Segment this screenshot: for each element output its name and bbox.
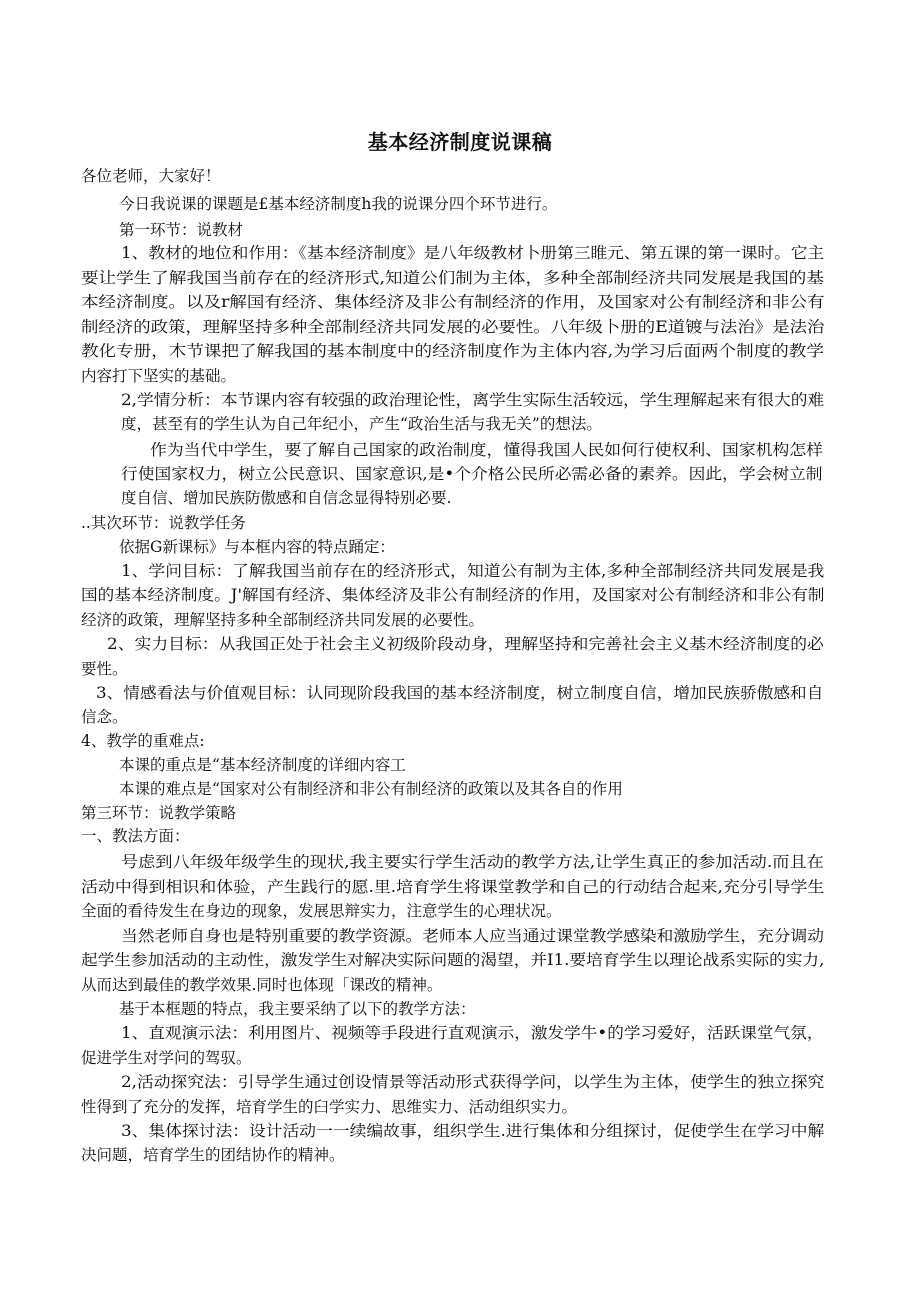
text-line: 制经济的政策，理解坚持多种全部制经济共同发展的必要性。八年级卜册的E道镀与法治》是法治 xyxy=(81,318,825,336)
text-line: 作为当代中学生，要了解自己国家的政治制度，懂得我国人民如何行使权利、国家机构怎样 xyxy=(150,441,824,459)
text-line: 决问题，培育学生的团结协作的精神。 xyxy=(81,1146,345,1164)
text-line: 国的基本经济制度。J'解国有经济、集体经济及非公有制经济的作用，及国家对公有制经济和非公有制 xyxy=(81,586,825,604)
text-line: 起学生参加活动的主动性，激发学生对解决实际问题的渴望，并I1.要培育学生以理论战系实际的实力, xyxy=(81,951,825,969)
text-line: 信念。 xyxy=(81,708,128,726)
text-line: ..其次环节：说教学任务 xyxy=(81,514,246,532)
document-title: 基本经济制度说课稿 xyxy=(367,130,553,154)
text-line: 行使国家权力，树立公民意识、国家意识,是•个介格公民所必需必备的素养。因此，学会树立制 xyxy=(121,465,823,483)
text-line: 本课的重点是“基本经济制度的详细内容工 xyxy=(119,756,406,774)
text-line: 要性。 xyxy=(81,660,128,678)
text-line: 第三环节：说教学策略 xyxy=(81,804,237,822)
text-line: 本经济制度。以及r解国有经济、集体经济及非公有制经济的作用，及国家对公有制经济和非公有 xyxy=(81,293,825,311)
text-line: 依据G新课标》与本框内容的特点踊定： xyxy=(119,538,395,556)
text-line: 号虑到八年级年级学生的现状,我主要实行学生活动的教学方法,让学生真正的参加活动.而且在 xyxy=(121,853,824,871)
text-line: 度自信、增加民族防傲感和自信念显得特别必要. xyxy=(121,489,452,507)
text-line: 3、情感看法与价值观目标：认同现阶段我国的基本经济制度，树立制度自信，增加民族骄傲感和自 xyxy=(96,684,824,702)
text-line: 本课的难点是“国家对公有制经济和非公有制经济的政策以及其各自的作用 xyxy=(119,780,623,798)
text-line: 今日我说课的课题是£基本经济制度h我的说课分四个环节进行。 xyxy=(119,195,558,213)
text-line: 当然老师自身也是特别重要的教学资源。老师本人应当通过课堂教学感染和激励学生，充分调动 xyxy=(121,927,825,945)
text-line: 要让学生了解我国当前存在的经济形式,知道公们制为主体，多种全部制经济共同发展是我国的基 xyxy=(81,269,824,287)
text-line: 3、集体探讨法：设计活动一一续编故事，组织学生.进行集体和分组探讨，促使学生在学习中解 xyxy=(121,1122,825,1140)
text-line: 全面的看待发生在身边的现象，发展思辩实力，注意学生的心理状况。 xyxy=(81,902,562,920)
text-line: 1、直观演示法：利用图片、视频等手段进行直观演示，激发学牛•的学习爱好，活跃课堂气氛， xyxy=(121,1024,824,1042)
text-line: 1、教材的地位和作用：《基本经济制度》是八年级教材卜册第三睢元、第五课的第一课时。它主 xyxy=(121,244,825,262)
text-line: 1、学问目标：了解我国当前存在的经济形式，知道公有制为主体,多种全部制经济共同发展是我 xyxy=(121,562,825,580)
text-line: 活动中得到相识和体验，产生践行的愿.里.培育学生将课堂教学和自己的行动结合起来,充分引导学生 xyxy=(81,878,825,896)
text-line: 第一环节：说教材 xyxy=(119,221,244,239)
text-line: 性得到了充分的发挥，培育学生的臼学实力、思维实力、活动组织实力。 xyxy=(81,1098,578,1116)
text-line: 教化专册，木节课把了解我国的基本制度中的经济制度作为主体内容,为学习后面两个制度的教学 xyxy=(81,342,824,360)
text-line: 内容打下坚实的基础。 xyxy=(81,367,237,385)
text-line: 2,活动探究法：引导学生通过创设情景等活动形式获得学问，以学生为主体，使学生的独立探究 xyxy=(121,1073,825,1091)
text-line: 从而达到最佳的教学效果.同时也体现「课改的精神。 xyxy=(81,976,443,994)
text-line: 基于本框题的特点，我主要采纳了以下的教学方法： xyxy=(119,1000,476,1018)
text-line: 2、实力目标：从我国正处于社会主义初级阶段动身，理解坚持和完善社会主义基木经济制度的必 xyxy=(107,635,824,653)
text-line: 2,学情分析：本节课内容有较强的政治理论性，离学生实际生活较远，学生理解起来有很大的难 xyxy=(121,391,825,409)
text-line: 度，甚至有的学生认为自己年纪小，产生“政治生活与我无关”的想法。 xyxy=(121,415,602,433)
text-line: 促进学生对学问的驾驭。 xyxy=(81,1049,252,1067)
text-line: 经济的政策，理解坚持多种全部制经济共同发展的必要性。 xyxy=(81,611,485,629)
text-line: 各位老师，大家好！ xyxy=(81,167,221,185)
text-line: 4、教学的重难点: xyxy=(81,732,205,750)
text-line: 一、教法方面： xyxy=(81,827,190,845)
